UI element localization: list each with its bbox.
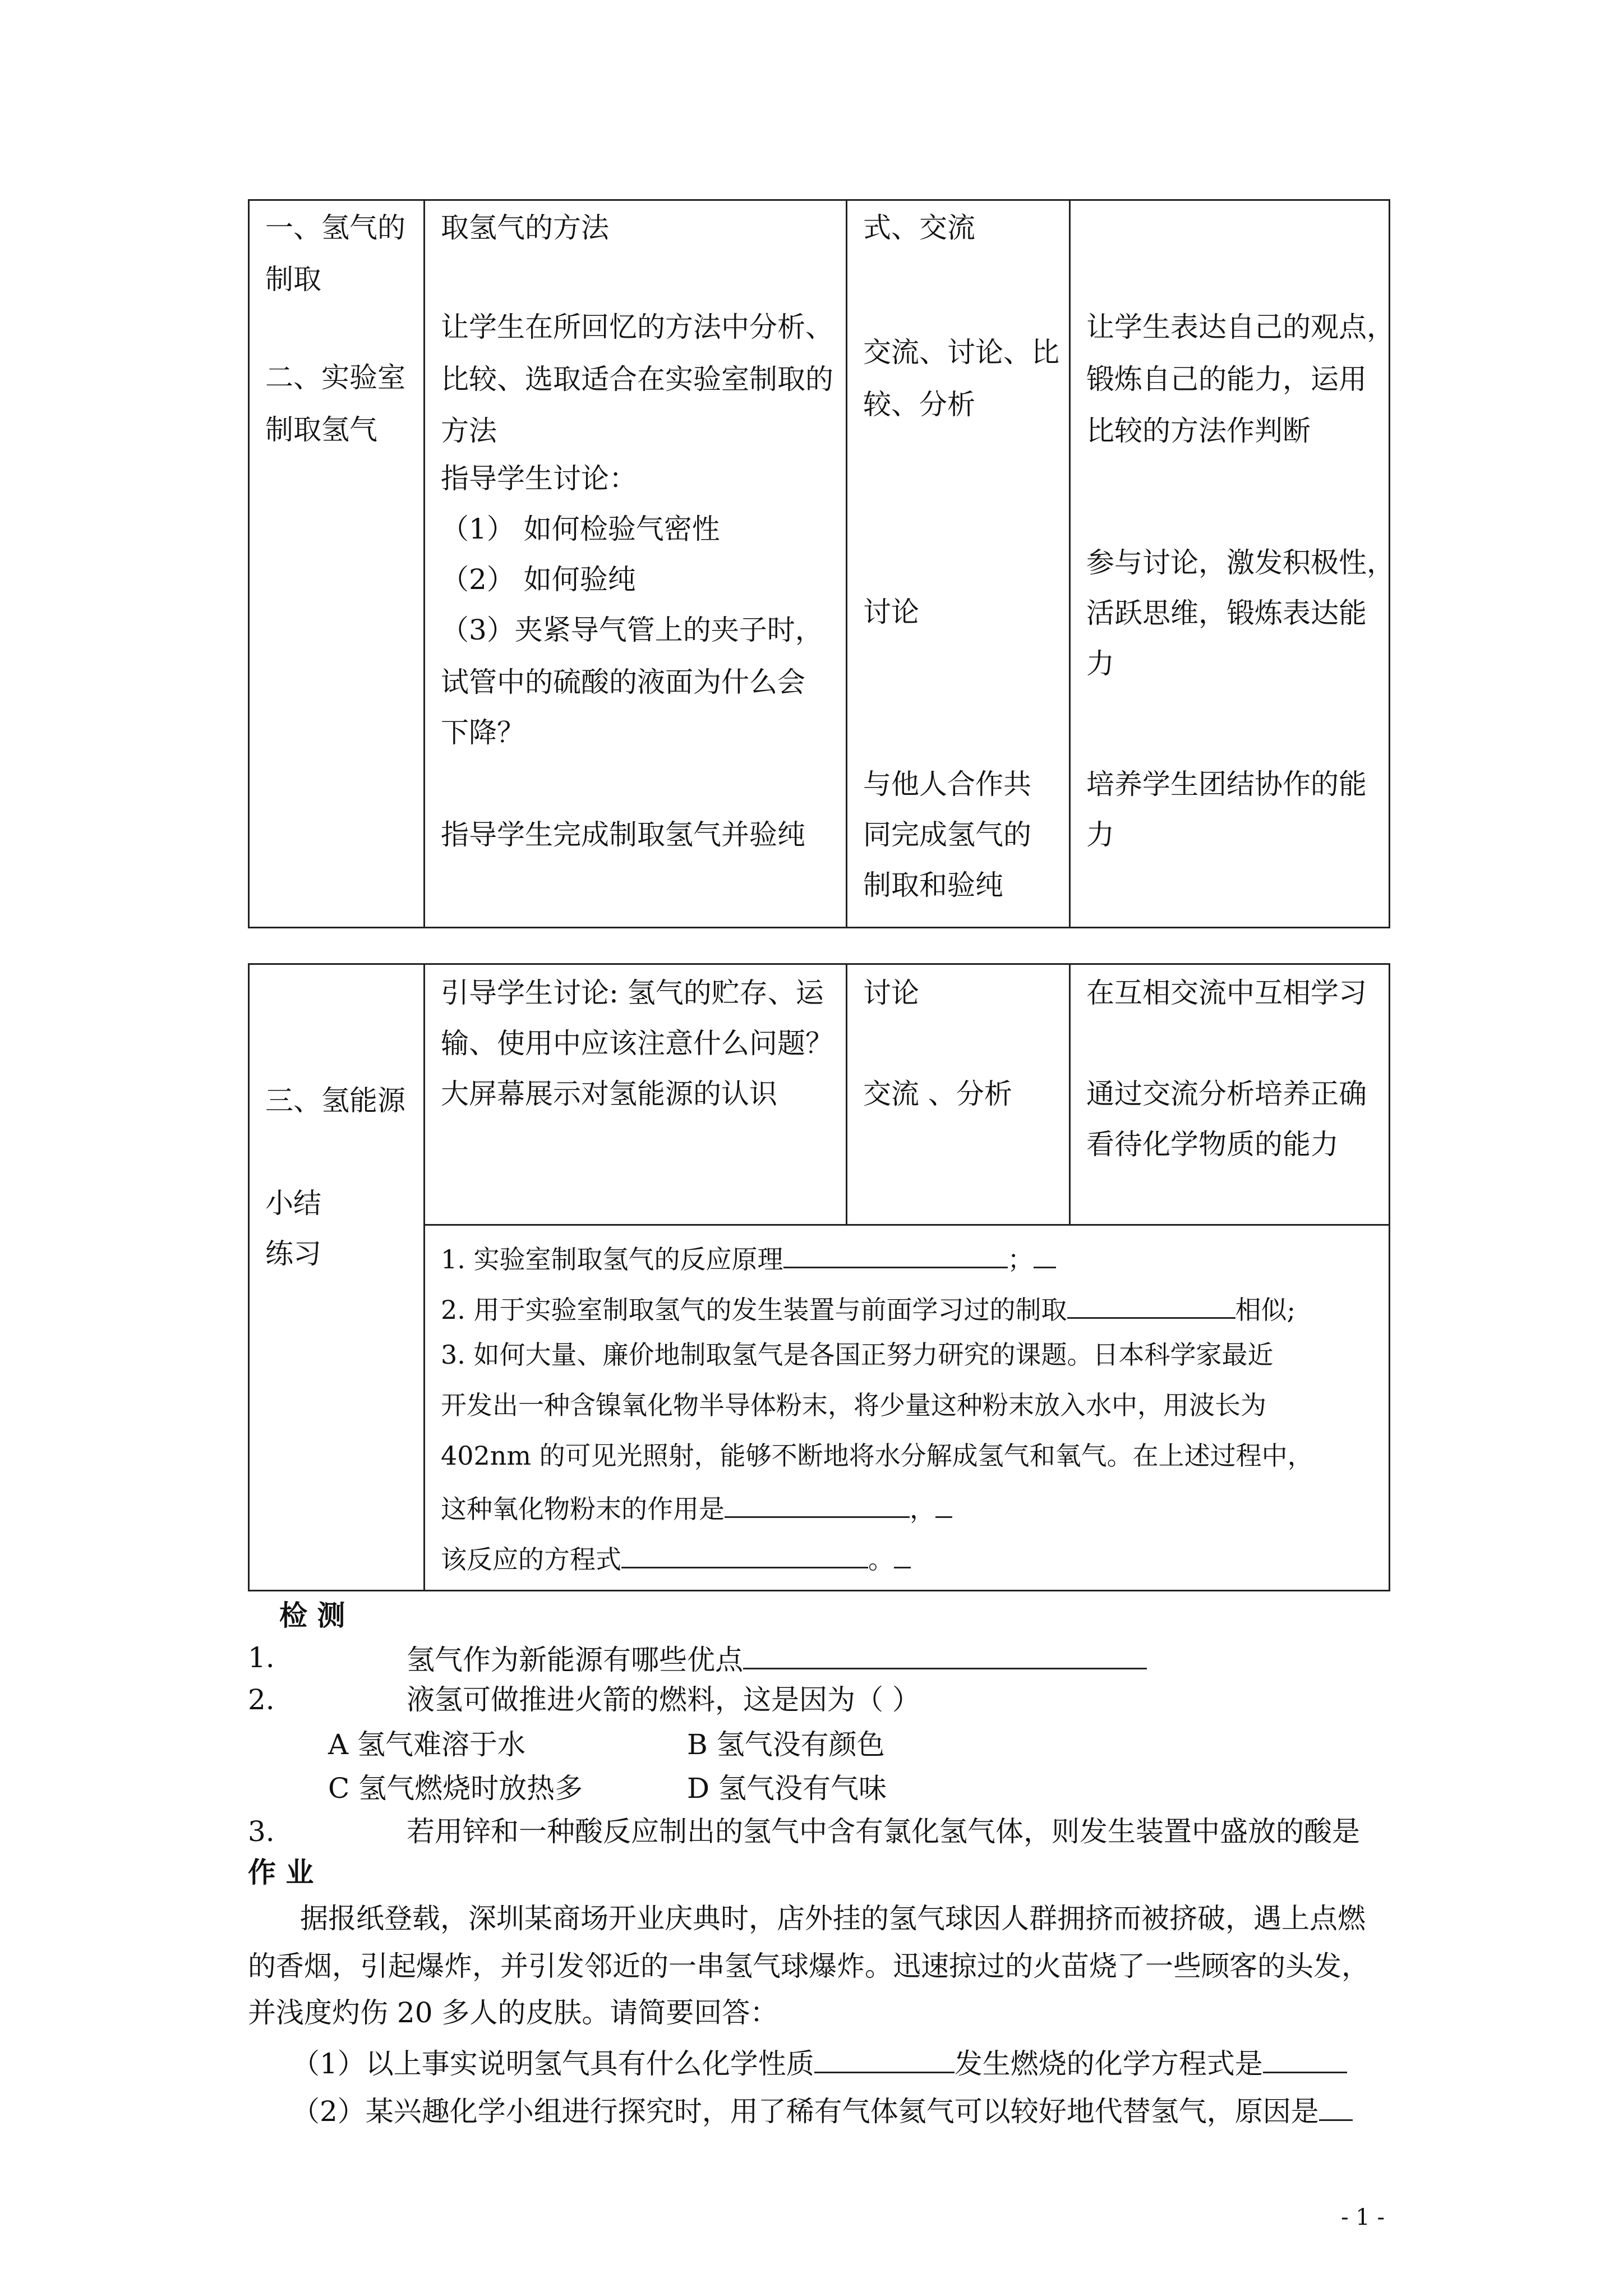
t1c3-line: 同完成氢气的 [863,818,1031,851]
t1c2-line: 比较、选取适合在实验室制取的 [441,363,833,395]
t1c4-line: 让学生表达自己的观点， [1086,311,1395,343]
t2c1-line: 小结 [265,1187,321,1220]
t1c2-line: 指导学生讨论： [441,462,637,495]
page-number: - 1 - [1341,2205,1385,2230]
t1c2-line: 指导学生完成制取氢气并验纯 [441,818,805,851]
t1c2-line: 下降？ [441,716,525,749]
test-item-3-num: 3. [248,1815,275,1848]
test-item-2: 液氢可做推进火箭的燃料，这是因为（ ） [407,1683,920,1716]
t2c4-line: 通过交流分析培养正确 [1086,1078,1367,1110]
t1c4-line: 锻炼自己的能力，运用 [1086,363,1367,395]
blank-line [1067,1290,1235,1319]
exercise-q2: 2. 用于实验室制取氢气的发生装置与前面学习过的制取 相似; [441,1290,1295,1327]
exercise-q3-line: 开发出一种含镍氧化物半导体粉末，将少量这种粉末放入水中，用波长为 [441,1390,1266,1420]
t1c2-line: （2） 如何验纯 [441,563,636,596]
blank-line [1263,2045,1347,2073]
t1c1-line: 一、氢气的 [265,211,405,244]
blank-line [1319,2092,1353,2121]
homework-q1: （1）以上事实说明氢气具有什么化学性质 发生燃烧的化学方程式是 [292,2045,1347,2081]
t1c4-line: 参与讨论，激发积极性， [1086,546,1395,579]
exercise-q3-line: 402nm 的可见光照射，能够不断地将水分解成氢气和氧气。在上述过程中， [441,1441,1313,1471]
exercise-cell [425,1225,1390,1591]
t1c3-line: 讨论 [863,596,919,628]
t2c3-line: 讨论 [863,977,919,1009]
t1c2-line: （3）夹紧导气管上的夹子时， [441,614,823,646]
test-item-1-num: 1. [248,1641,275,1674]
exercise-q3-a: 这种氧化物粉末的作用是 ， [441,1489,952,1526]
table1-col1 [249,200,425,928]
t2c1-line: 练习 [265,1237,321,1270]
blank-line [743,1641,1147,1669]
blank-line [1034,1240,1056,1268]
t1c3-line: 式、交流 [863,211,975,244]
table2-col4 [1070,964,1390,1225]
t1c1-line: 制取氢气 [265,413,377,446]
t1c2-line: 让学生在所回忆的方法中分析、 [441,311,833,343]
test-item-1: 氢气作为新能源有哪些优点 [407,1641,1147,1677]
t1c4-line: 力 [1086,647,1114,680]
homework-line: 并浅度灼伤 20 多人的皮肤。请简要回答： [248,1996,778,2029]
test-heading: 检 测 [279,1599,345,1632]
t1c1-line: 二、实验室 [265,361,405,394]
blank-line [783,1240,1008,1268]
t2c3-line: 交流 、分析 [863,1078,1012,1110]
blank-line [725,1489,910,1518]
t2c2-line: 引导学生讨论: 氢气的贮存、运 [441,977,824,1009]
t1c4-line: 力 [1086,818,1114,851]
t1c1-line: 制取 [265,263,321,296]
t1c2-line: （1） 如何检验气密性 [441,513,720,545]
exercise-q3-b: 该反应的方程式 。 [441,1540,911,1576]
option-d: D 氢气没有气味 [687,1772,887,1805]
t2c4-line: 看待化学物质的能力 [1086,1128,1339,1161]
t1c4-line: 培养学生团结协作的能 [1086,768,1367,800]
t1c3-line: 较、分析 [863,388,975,421]
t1c2-line: 取氢气的方法 [441,211,609,244]
table2-col3 [847,964,1070,1225]
exercise-q3-line: 3. 如何大量、廉价地制取氢气是各国正努力研究的课题。日本科学家最近 [441,1340,1274,1370]
lesson-table-2 [248,963,1390,1591]
lesson-table-1 [248,199,1395,928]
option-c: C 氢气燃烧时放热多 [328,1772,583,1805]
t2c2-line: 大屏幕展示对氢能源的认识 [441,1078,777,1110]
t2c2-line: 输、使用中应该注意什么问题？ [441,1027,833,1060]
blank-line [894,1540,911,1568]
test-item-2-num: 2. [248,1683,275,1716]
t1c2-line: 方法 [441,415,497,447]
homework-heading: 作 业 [248,1856,314,1889]
test-item-3: 若用锌和一种酸反应制出的氢气中含有氯化氢气体，则发生装置中盛放的酸是 [407,1815,1360,1848]
t1c3-line: 交流、讨论、比 [863,336,1059,369]
blank-line [621,1540,868,1568]
table1-col2 [425,200,847,928]
t2c4-line: 在互相交流中互相学习 [1086,977,1367,1009]
homework-q2: （2）某兴趣化学小组进行探究时，用了稀有气体氦气可以较好地代替氢气，原因是 [292,2092,1353,2128]
table2-col2 [425,964,847,1225]
table2-col1 [249,964,425,1591]
t1c2-line: 试管中的硫酸的液面为什么会 [441,666,805,698]
t1c4-line: 活跃思维，锻炼表达能 [1086,597,1367,629]
t1c3-line: 制取和验纯 [863,869,1003,901]
exercise-q1: 1. 实验室制取氢气的反应原理 ； [441,1240,1056,1276]
t2c1-line: 三、氢能源 [265,1084,405,1117]
option-a: A 氢气难溶于水 [328,1728,526,1761]
blank-line [935,1489,952,1518]
table1-col4 [1070,200,1395,928]
table1-col3 [847,200,1070,928]
option-b: B 氢气没有颜色 [687,1728,885,1761]
homework-line: 的香烟，引起爆炸，并引发邻近的一串氢气球爆炸。迅速掠过的火苗烧了一些顾客的头发， [248,1950,1370,1982]
homework-line: 据报纸登载，深圳某商场开业庆典时，店外挂的氢气球因人群拥挤而被挤破，遇上点燃 [300,1902,1366,1935]
t1c3-line: 与他人合作共 [863,768,1031,800]
t1c4-line: 比较的方法作判断 [1086,415,1311,447]
blank-line [814,2045,955,2073]
